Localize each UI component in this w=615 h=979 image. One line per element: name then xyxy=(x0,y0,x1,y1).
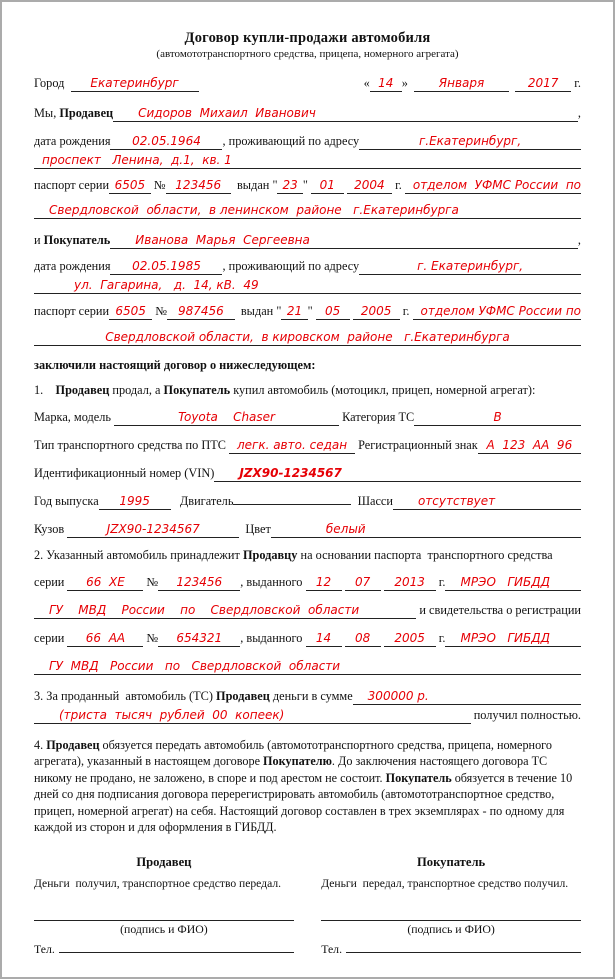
reg-label: Регистрационный знак xyxy=(358,438,478,452)
amount-words-field: (триста тысяч рублей 00 копеек) xyxy=(34,708,471,724)
sts-number-field: 654321 xyxy=(158,631,240,647)
sts-month-field: 08 xyxy=(345,631,381,647)
vin-field: JZX90-1234567 xyxy=(214,466,581,482)
buyer-passport-issuer-field: отделом УФМС России по xyxy=(413,304,581,320)
seller-addr1-field: г.Екатеринбург, xyxy=(359,134,581,150)
seller-addr-label: , проживающий по адресу xyxy=(222,134,360,148)
buyer-phone-row xyxy=(321,939,581,957)
clause2-intro-a: 2. Указанный автомобиль принадлежит xyxy=(34,548,243,562)
seller-name-field: Сидоров Михаил Иванович xyxy=(113,106,578,122)
chassis-label: Шасси xyxy=(357,494,393,508)
comma: , xyxy=(577,233,581,247)
amount-field: 300000 р. xyxy=(353,689,581,705)
buyer-name-field: Иванова Марья Сергеевна xyxy=(110,233,578,249)
sts-day-field: 14 xyxy=(306,631,342,647)
pts-series-field: 66 ХЕ xyxy=(67,575,143,591)
seller-signature-title: Продавец xyxy=(136,855,192,870)
issued-label: , выданного xyxy=(240,631,303,645)
seller-phone-line xyxy=(59,939,294,953)
engine-label: Двигатель xyxy=(179,494,234,508)
city-date-row xyxy=(34,76,581,92)
clause1-rest: купил автомобиль (мотоцикл, прицеп, номерной агрегат): xyxy=(230,383,536,397)
body-color-row xyxy=(34,522,581,538)
g-label: г. xyxy=(402,304,410,318)
buyer-dob-field: 02.05.1985 xyxy=(110,259,222,275)
buyer-role-label: Покупатель xyxy=(43,233,111,247)
buyer-passport-issuer2-field: Свердловской области, в кировском районе г.Екатеринбурга xyxy=(34,330,581,346)
g-label: г. xyxy=(395,178,402,192)
make-field: Toyota Chaser xyxy=(114,410,339,426)
clause4-seller: Продавец xyxy=(46,738,100,752)
clause3-intro-c: деньги в сумме xyxy=(269,689,353,703)
series-label: серии xyxy=(34,575,65,589)
buyer-phone-line xyxy=(346,939,581,953)
seller-passport-label: паспорт серии xyxy=(34,178,110,192)
clause1-row xyxy=(34,383,581,398)
seller-passport-day-field: 23 xyxy=(277,178,302,194)
buyer-addr-label: , проживающий по адресу xyxy=(222,259,360,273)
buyer-passport-label: паспорт серии xyxy=(34,304,110,318)
quote-mark: " xyxy=(302,178,308,192)
clause4-s7: обязуется в течение 10 дней со дня подписания договора перерегистрировать автомобиль (автомототранспортное средство, прицеп, номерной агрегат) на себя. Настоящий договор составлен в трех экземплярах - по одному для каждой из сторон и для оформления в ГИБДД. xyxy=(34,770,573,835)
clause2-intro-seller: Продавцу xyxy=(242,548,298,562)
buyer-issuer2-row xyxy=(34,330,581,346)
color-label: Цвет xyxy=(245,522,271,536)
type-row xyxy=(34,438,581,454)
sts-year-field: 2005 xyxy=(384,631,436,647)
seller-dob-label: дата рождения xyxy=(34,134,111,148)
seller-dob-field: 02.05.1964 xyxy=(110,134,222,150)
spacer xyxy=(171,494,180,509)
buyer-passport-number-field: 987456 xyxy=(167,304,235,320)
and-cert-label: и свидетельства о регистрации xyxy=(419,603,581,617)
buyer-signature-title: Покупатель xyxy=(416,855,486,870)
city-field: Екатеринбург xyxy=(71,76,199,92)
quote-open: « xyxy=(363,76,370,90)
pts-day-field: 12 xyxy=(306,575,342,591)
we-label: Мы, xyxy=(34,106,57,120)
clause3-seller: Продавец xyxy=(216,689,270,703)
seller-passport-number-field: 123456 xyxy=(166,178,231,194)
seller-issuer2-row xyxy=(34,203,581,219)
sts-issuer2-row xyxy=(34,659,581,675)
sts-series-field: 66 АА xyxy=(67,631,143,647)
clause4-s1: 4. xyxy=(34,738,47,752)
pts-month-field: 07 xyxy=(345,575,381,591)
phone-label: Тел. xyxy=(321,942,343,957)
year-field: 2017 xyxy=(515,76,571,92)
spacer xyxy=(43,383,55,398)
concluded-label: заключили настоящий договор о нижеследующем: xyxy=(34,358,316,372)
month-field: Января xyxy=(414,76,509,92)
clause1-buyer: Покупатель xyxy=(163,383,231,397)
seller-addr2-row xyxy=(34,153,581,169)
seller-addr2-field: проспект Ленина, д.1, кв. 1 xyxy=(34,153,581,169)
number-sign: № xyxy=(155,304,168,318)
clause4-s3: обязуется передать автомобиль (автомототранспортного средства, прицепа, номерного агрегата), указанный в настоящем договоре xyxy=(34,738,552,769)
buyer-passport-day-field: 21 xyxy=(281,304,307,320)
clause4-buyer-dat: Покупателю xyxy=(263,754,332,769)
pts-number-field: 123456 xyxy=(158,575,240,591)
city-label: Город xyxy=(34,76,65,90)
buyer-passport-series-field: 6505 xyxy=(109,304,152,320)
reg-field: А 123 АА 96 xyxy=(478,438,581,454)
buyer-addr2-row xyxy=(34,278,581,294)
body-label: Кузов xyxy=(34,522,65,536)
pts-row xyxy=(34,575,581,591)
seller-signature-block xyxy=(34,855,294,957)
clause1-seller: Продавец xyxy=(55,383,110,397)
clause1-mid: продал, а xyxy=(109,383,164,397)
buyer-signature-caption: (подпись и ФИО) xyxy=(407,922,495,937)
buyer-signature-block xyxy=(321,855,581,957)
buyer-passport-month-field: 05 xyxy=(316,304,350,320)
buyer-addr1-field: г. Екатеринбург, xyxy=(359,259,581,275)
clause2-intro-c: на основании паспорта транспортного средства xyxy=(297,548,553,562)
pts-issuer2-field: ГУ МВД России по Свердловской области xyxy=(34,603,416,619)
g-label: г. xyxy=(438,575,446,589)
clause4-paragraph xyxy=(34,737,581,835)
received-label: получил полностью. xyxy=(473,708,581,722)
seller-phone-row xyxy=(34,939,294,957)
type-label: Тип транспортного средства по ПТС xyxy=(34,438,226,452)
chassis-field: отсутствует xyxy=(393,494,581,510)
number-sign: № xyxy=(146,631,159,645)
seller-passport-issuer-field: отделом УФМС России по xyxy=(405,178,581,194)
seller-role-label: Продавец xyxy=(59,106,114,120)
category-label: Категория ТС xyxy=(342,410,415,424)
sts-issuer2-field: ГУ МВД России по Свердловской области xyxy=(34,659,581,675)
make-row xyxy=(34,410,581,426)
seller-passport-month-field: 01 xyxy=(311,178,344,194)
clause3-row xyxy=(34,689,581,705)
clause3-intro-a: 3. За проданный автомобиль (ТС) xyxy=(34,689,217,703)
seller-passport-issuer2-field: Свердловской области, в ленинском районе г.Екатеринбурга xyxy=(34,203,581,219)
buyer-signature-note: Деньги передал, транспортное средство получил. xyxy=(321,877,569,891)
category-field: В xyxy=(414,410,581,426)
number-sign: № xyxy=(153,178,166,192)
sts-issuer-field: МРЭО ГИБДД xyxy=(445,631,581,647)
seller-signature-line xyxy=(34,890,294,921)
series-label: серии xyxy=(34,631,65,645)
buyer-passport-year-field: 2005 xyxy=(353,304,400,320)
day-field: 14 xyxy=(370,76,402,92)
comma: , xyxy=(577,106,581,120)
vin-row xyxy=(34,466,581,482)
seller-name-row xyxy=(34,106,581,122)
quote-mark: " xyxy=(276,304,282,318)
document-subtitle: (автомототранспортного средства, прицепа, номерного агрегата) xyxy=(156,48,459,60)
amount-words-row xyxy=(34,708,581,724)
sts-row xyxy=(34,631,581,647)
quote-close: » xyxy=(401,76,408,90)
quote-mark: " xyxy=(272,178,278,192)
clause4-buyer: Покупатель xyxy=(385,770,452,785)
buyer-signature-line xyxy=(321,890,581,921)
seller-passport-year-field: 2004 xyxy=(347,178,392,194)
buyer-passport-row xyxy=(34,304,581,320)
issued-label: выдан xyxy=(237,178,270,192)
buyer-dob-label: дата рождения xyxy=(34,259,111,273)
build-year-field: 1995 xyxy=(99,494,171,510)
year-engine-row xyxy=(34,494,581,510)
seller-passport-row xyxy=(34,178,581,194)
make-label: Марка, модель xyxy=(34,410,111,424)
seller-dob-row xyxy=(34,134,581,150)
seller-passport-series-field: 6505 xyxy=(109,178,151,194)
pts-issuer-field: МРЭО ГИБДД xyxy=(445,575,581,591)
signatures-section xyxy=(34,855,581,957)
buyer-name-row xyxy=(34,233,581,249)
build-year-label: Год выпуска xyxy=(34,494,99,508)
seller-signature-note: Деньги получил, транспортное средство передал. xyxy=(34,877,282,891)
number-sign: № xyxy=(146,575,159,589)
issued-label: выдан xyxy=(240,304,274,318)
engine-field xyxy=(233,504,351,505)
concluded-row xyxy=(34,358,581,373)
pts-year-field: 2013 xyxy=(384,575,436,591)
buyer-dob-row xyxy=(34,259,581,275)
pts-issuer2-row xyxy=(34,603,581,619)
vin-label: Идентификационный номер (VIN) xyxy=(34,466,215,480)
clause1-number: 1. xyxy=(34,383,44,397)
issued-label: , выданного xyxy=(240,575,303,589)
g-label: г. xyxy=(438,631,446,645)
seller-signature-caption: (подпись и ФИО) xyxy=(120,922,208,937)
and-label: и xyxy=(34,233,41,247)
phone-label: Тел. xyxy=(34,942,55,957)
buyer-addr2-field: ул. Гагарина, д. 14, кВ. 49 xyxy=(34,278,581,294)
clause2-intro-row xyxy=(34,548,581,563)
body-field: JZX90-1234567 xyxy=(67,522,239,538)
type-field: легк. авто. седан xyxy=(229,438,355,454)
color-field: белый xyxy=(271,522,581,538)
clause4-s5: . До заключения настоящего договора ТС никому не продано, не заложено, в споре и под арестом не состоит. xyxy=(34,754,548,785)
year-suffix: г. xyxy=(574,76,581,90)
date-group xyxy=(364,76,581,92)
document-title: Договор купли-продажи автомобиля xyxy=(184,30,431,46)
quote-mark: " xyxy=(307,304,313,318)
